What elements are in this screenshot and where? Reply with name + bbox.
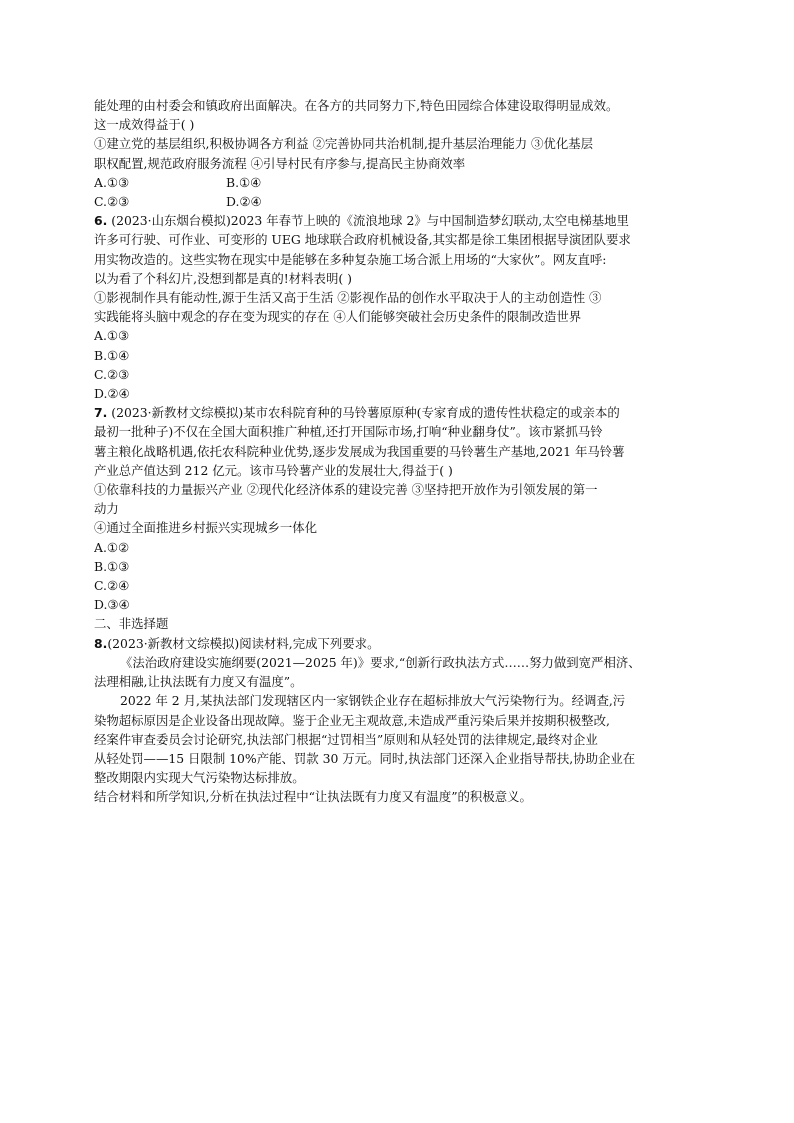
q5-line-1: 能处理的由村委会和镇政府出面解决。在各方的共同努力下,特色田园综合体建设取得明显成效。	[94, 98, 619, 113]
q8-para2-line-5: 整改期限内实现大气污染物达标排放。	[94, 770, 305, 786]
q7-line-1	[94, 403, 700, 422]
q7-line-6: 动力	[94, 501, 119, 517]
q7-line-4: 产业总产值达到 212 亿元。该市马铃薯产业的发展壮大,得益于( )	[94, 462, 453, 478]
q5-line-2: 这一成效得益于( )	[94, 117, 195, 133]
q5-options-row-2	[94, 192, 700, 211]
q5-line-3: ①建立党的基层组织,积极协调各方利益 ②完善协同共治机制,提升基层治理能力 ③优化基层	[94, 136, 593, 152]
q5-options-row-1	[94, 173, 700, 192]
section-2-title: 二、非选择题	[94, 616, 169, 632]
q7-option-c[interactable]: C.②④	[94, 578, 130, 594]
question-6	[94, 211, 700, 403]
q6-line-3: 用实物改造的。这些实物在现实中是能够在多种复杂施工场合派上用场的“大家伙”。网友直呼:	[94, 251, 607, 267]
question-7	[94, 403, 700, 614]
q6-option-a[interactable]: A.①③	[94, 328, 130, 344]
q5-option-b[interactable]: B.①④	[226, 174, 262, 190]
q7-line-7: ④通过全面推进乡村振兴实现城乡一体化	[94, 520, 318, 536]
q7-number: 7.	[94, 405, 108, 421]
q5-option-a[interactable]: A.①③	[94, 174, 130, 190]
question-8	[94, 634, 700, 807]
q6-line-2: 许多可行驶、可作业、可变形的 UEG 地球联合政府机械设备,其实都是徐工集团根据导演团队要求	[94, 232, 631, 248]
q6-number: 6.	[94, 213, 108, 229]
q6-line-6: 实践能将头脑中观念的存在变为现实的存在 ④人们能够突破社会历史条件的限制改造世界	[94, 309, 582, 325]
question-5-tail	[94, 96, 700, 211]
q6-option-b[interactable]: B.①④	[94, 347, 130, 363]
q8-intro-line	[94, 634, 700, 653]
q8-para2-line-4: 从轻处罚——15 日限制 10%产能、罚款 30 万元。同时,执法部门还深入企业指导帮扶,协助企业在	[94, 750, 636, 766]
q8-para1-line-2: 法理相融,让执法既有力度又有温度”。	[94, 674, 303, 690]
q5-option-d[interactable]: D.②④	[226, 194, 262, 210]
q8-para2-line-2: 染物超标原因是企业设备出现故障。鉴于企业无主观故意,未造成严重污染后果并按期积极整改,	[94, 712, 610, 728]
q5-option-c[interactable]: C.②③	[94, 194, 130, 210]
q7-line-2: 最初一批种子)不仅在全国大面积推广种植,还打开国际市场,打响“种业翻身仗”。该市紧抓马铃	[94, 424, 603, 440]
q8-number: 8.	[94, 635, 108, 651]
q7-line-1-text: (2023·新教材文综模拟)某市农科院育种的马铃薯原原种(专家育成的遗传性状稳定的或亲本的	[111, 405, 620, 421]
q5-line-4: 职权配置,规范政府服务流程 ④引导村民有序参与,提高民主协商效率	[94, 155, 466, 171]
q6-line-4: 以为看了个科幻片,没想到都是真的!材料表明( )	[94, 270, 352, 286]
q7-option-d[interactable]: D.③④	[94, 597, 130, 613]
q8-para1-line-1: 《法治政府建设实施纲要(2021—2025 年)》要求,“创新行政执法方式……努力做到宽严相济、	[120, 654, 641, 670]
q8-para2-line-1: 2022 年 2 月,某执法部门发现辖区内一家钢铁企业存在超标排放大气污染物行为。经调查,污	[120, 693, 626, 709]
q7-line-3: 薯主粮化战略机遇,依托农科院种业优势,逐步发展成为我国重要的马铃薯生产基地,2021 年马铃薯	[94, 443, 625, 459]
q7-option-b[interactable]: B.①③	[94, 558, 130, 574]
q7-option-a[interactable]: A.①②	[94, 539, 130, 555]
q8-intro: (2023·新教材文综模拟)阅读材料,完成下列要求。	[107, 635, 380, 651]
q7-line-5: ①依靠科技的力量振兴产业 ②现代化经济体系的建设完善 ③坚持把开放作为引领发展的第一	[94, 482, 598, 498]
q6-line-1-text: (2023·山东烟台模拟)2023 年春节上映的《流浪地球 2》与中国制造梦幻联动,太空电梯基地里	[111, 213, 629, 229]
q6-line-1	[94, 211, 700, 230]
q8-task: 结合材料和所学知识,分析在执法过程中“让执法既有力度又有温度”的积极意义。	[94, 789, 532, 805]
q6-option-d[interactable]: D.②④	[94, 386, 130, 402]
q6-option-c[interactable]: C.②③	[94, 366, 130, 382]
document-page	[94, 96, 700, 807]
q8-para2-line-3: 经案件审查委员会讨论研究,执法部门根据“过罚相当”原则和从轻处罚的法律规定,最终对企业	[94, 731, 598, 747]
q6-line-5: ①影视制作具有能动性,源于生活又高于生活 ②影视作品的创作水平取决于人的主动创造性 ③	[94, 290, 602, 306]
